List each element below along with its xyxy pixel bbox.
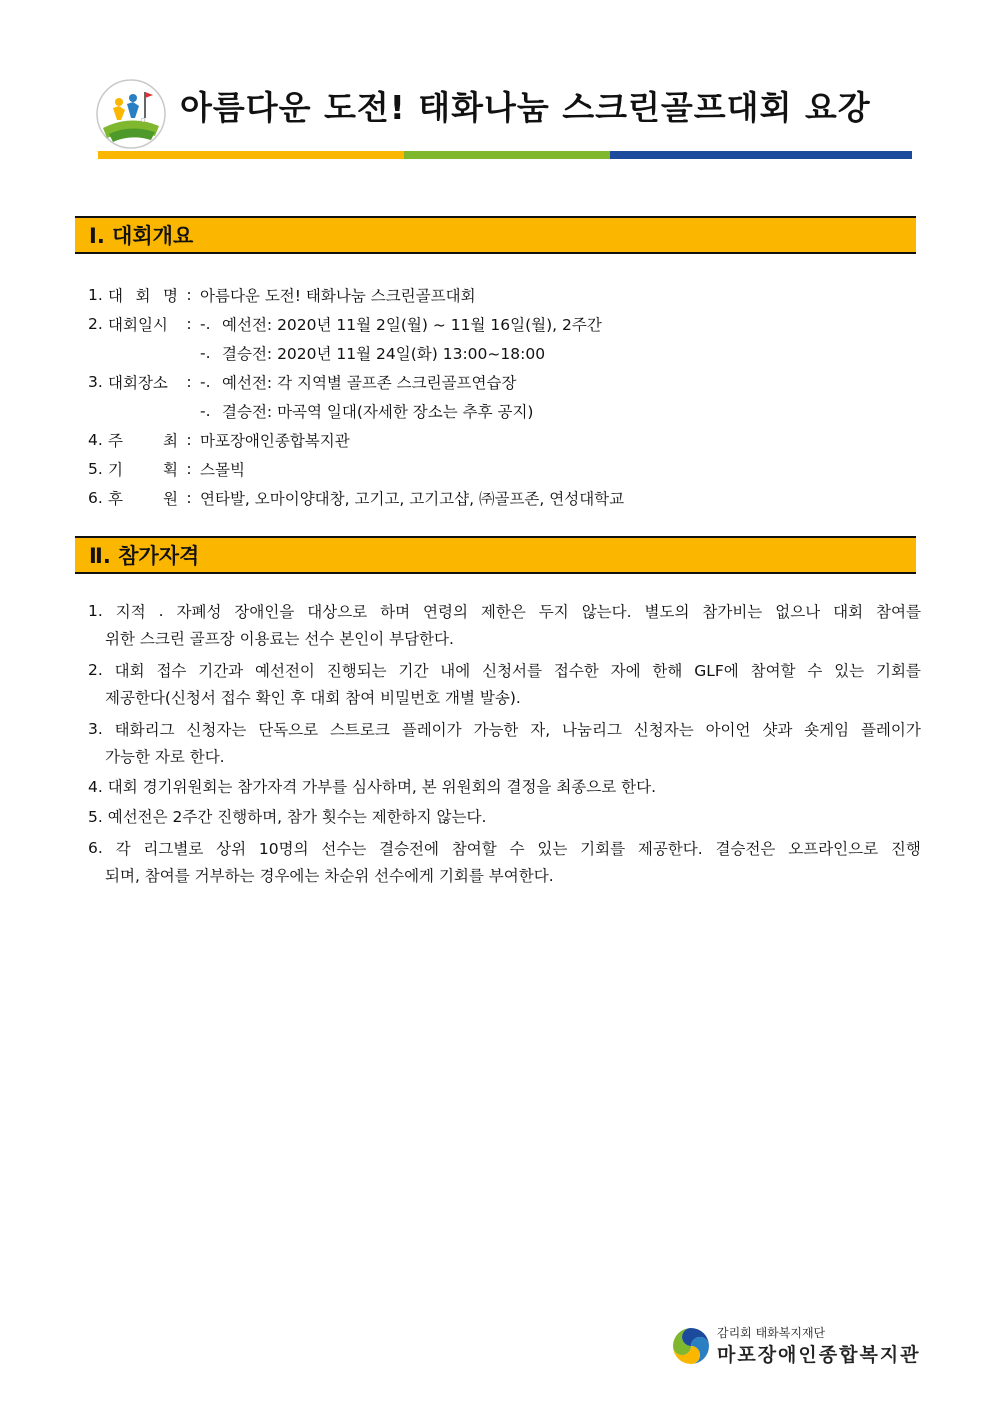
qualification-line: 위한 스크린 골프장 이용료는 선수 본인이 부담한다.	[105, 630, 454, 648]
qualification-line: 4. 대회 경기위원회는 참가자격 가부를 심사하며, 본 위원회의 결정을 최종으로 한다.	[88, 778, 657, 796]
underline-orange	[98, 151, 404, 159]
qualification-word: 기간	[398, 661, 429, 680]
overview-item-continuation	[88, 396, 918, 425]
overview-item	[88, 309, 918, 338]
item-value: 아름다운 도전! 태화나눔 스크린골프대회	[200, 286, 476, 305]
item-dash: -.	[200, 343, 211, 362]
overview-item	[88, 425, 918, 454]
foundation-logo-icon	[671, 1326, 711, 1366]
qualification-word: 각	[115, 839, 131, 858]
overview-item	[88, 454, 918, 483]
qualification-item	[88, 833, 921, 891]
qualification-word: 단독으로	[258, 720, 319, 739]
qualification-word: 신청자는	[186, 720, 247, 739]
item-label: 주 최	[108, 431, 178, 450]
item-value: 예선전: 각 지역별 골프존 스크린골프연습장	[222, 373, 517, 392]
qualification-word: 있는	[537, 839, 568, 858]
underline-blue	[610, 151, 912, 159]
qualification-line	[88, 714, 921, 743]
item-number: 3.	[88, 372, 103, 391]
qualification-word: 리그별로	[143, 839, 204, 858]
underline-green	[404, 151, 610, 159]
qualification-word: 제한은	[480, 602, 526, 621]
item-value: 마포장애인종합복지관	[200, 431, 350, 450]
qualification-word: 상위	[216, 839, 247, 858]
qualification-word: 자폐성	[176, 602, 222, 621]
footer-organization	[671, 1322, 921, 1368]
qualification-word: 연령의	[423, 602, 468, 621]
qualification-word: 자에	[610, 661, 641, 680]
qualification-line: 가능한 자로 한다.	[105, 748, 225, 766]
section-qualifications-header	[75, 536, 916, 574]
qualification-line	[88, 596, 921, 625]
qualification-word: 대회	[114, 661, 145, 680]
qualification-word: 나눔리그	[562, 720, 622, 739]
overview-item	[88, 280, 918, 309]
item-colon: :	[186, 488, 192, 507]
qualification-word: 선수는	[321, 839, 367, 858]
qualification-word: 스트로크	[329, 720, 390, 739]
qualification-word: 기간과	[198, 661, 244, 680]
qualification-word: 한해	[652, 661, 683, 680]
qualification-word: 진행	[890, 839, 921, 858]
qualification-word: 별도의	[644, 602, 690, 621]
item-colon: :	[186, 372, 192, 391]
qualification-word: 참여를	[876, 602, 921, 621]
qualification-word: 참가비는	[702, 602, 763, 621]
event-logo	[95, 78, 167, 150]
qualifications-list	[88, 596, 921, 892]
qualification-item	[88, 773, 921, 802]
qualification-word: 기회를	[580, 839, 626, 858]
section-overview-title: Ⅰ. 대회개요	[89, 224, 194, 248]
item-label: 대 회 명	[108, 286, 178, 305]
qualification-line: 되며, 참여를 거부하는 경우에는 차순위 선수에게 기회를 부여한다.	[105, 867, 554, 885]
qualification-line: 제공한다(신청서 접수 확인 후 대회 참여 비밀번호 개별 발송).	[105, 689, 521, 707]
section-overview-header	[75, 216, 916, 254]
item-label: 대회장소	[108, 373, 168, 392]
item-number: 6.	[88, 488, 103, 507]
qualification-word: 2.	[88, 660, 103, 679]
qualification-word: 하며	[380, 602, 411, 621]
item-dash: -.	[200, 372, 211, 391]
qualification-word: 내에	[440, 661, 471, 680]
qualification-word: 아이언	[705, 720, 751, 739]
item-colon: :	[186, 430, 192, 449]
item-number: 5.	[88, 459, 103, 478]
page-title: 아름다운 도전! 태화나눔 스크린골프대회 요강	[180, 88, 871, 127]
qualification-item	[88, 655, 921, 713]
qualification-word: .	[158, 601, 164, 620]
item-value: 예선전: 2020년 11월 2일(월) ~ 11월 16일(월), 2주간	[222, 315, 602, 334]
qualification-word: 플레이가	[401, 720, 462, 739]
item-value: 결승전: 2020년 11월 24일(화) 13:00~18:00	[222, 344, 546, 363]
item-value: 스몰빅	[200, 460, 245, 479]
title-underline	[98, 151, 912, 159]
qualification-word: 예선전이	[255, 661, 315, 680]
item-number: 4.	[88, 430, 103, 449]
qualification-word: 숏게임	[804, 720, 850, 739]
overview-list	[88, 280, 918, 512]
item-colon: :	[186, 285, 192, 304]
qualification-word: 참여할	[451, 839, 497, 858]
qualification-word: 않는다.	[581, 602, 632, 621]
item-label: 대회일시	[108, 315, 168, 334]
item-dash: -.	[200, 401, 211, 420]
qualification-line: 5. 예선전은 2주간 진행하며, 참가 횟수는 제한하지 않는다.	[88, 808, 487, 826]
qualification-word: GLF에	[694, 661, 739, 680]
item-label: 기 획	[108, 460, 178, 479]
item-colon: :	[186, 459, 192, 478]
qualification-word: 3.	[88, 719, 103, 738]
qualification-word: 대상으로	[307, 602, 368, 621]
qualification-word: 지적	[115, 602, 146, 621]
item-value: 결승전: 마곡역 일대(자세한 장소는 추후 공지)	[222, 402, 534, 421]
overview-item-continuation	[88, 338, 918, 367]
qualification-item	[88, 803, 921, 832]
qualification-line	[88, 833, 921, 862]
qualification-word: 자,	[530, 720, 551, 739]
qualification-word: 샷과	[762, 720, 793, 739]
qualification-word: 신청자는	[633, 720, 694, 739]
qualification-line	[88, 655, 921, 684]
qualification-word: 두지	[538, 602, 569, 621]
item-colon: :	[186, 314, 192, 333]
center-name: 마포장애인종합복지관	[717, 1344, 921, 1366]
overview-item	[88, 367, 918, 396]
qualification-word: 결승전은	[715, 839, 776, 858]
section-qualifications-title: Ⅱ. 참가자격	[89, 544, 200, 568]
foundation-name: 감리회 태화복지재단	[717, 1326, 826, 1340]
qualification-word: 1.	[88, 601, 103, 620]
overview-item	[88, 483, 918, 512]
qualification-word: 접수한	[553, 661, 599, 680]
item-label: 후 원	[108, 489, 178, 508]
qualification-word: 결승전에	[379, 839, 440, 858]
qualification-word: 신청서를	[482, 661, 542, 680]
qualification-word: 수	[509, 839, 525, 858]
qualification-word: 수	[807, 661, 823, 680]
qualification-word: 10명의	[258, 839, 309, 858]
qualification-word: 6.	[88, 838, 103, 857]
qualification-word: 태화리그	[114, 720, 175, 739]
qualification-word: 오프라인으로	[788, 839, 879, 858]
qualification-item	[88, 596, 921, 654]
qualification-word: 접수	[156, 661, 187, 680]
qualification-word: 장애인을	[234, 602, 295, 621]
qualification-word: 제공한다.	[637, 839, 703, 858]
qualification-word: 기회를	[875, 661, 921, 680]
qualification-word: 진행되는	[326, 661, 387, 680]
qualification-word: 없으나	[775, 602, 821, 621]
item-dash: -.	[200, 314, 211, 333]
qualification-word: 플레이가	[860, 720, 921, 739]
item-number: 1.	[88, 285, 103, 304]
qualification-word: 대회	[833, 602, 864, 621]
item-value: 연타발, 오마이양대창, 고기고, 고기고샵, ㈜골프존, 연성대학교	[200, 489, 625, 508]
qualification-item	[88, 714, 921, 772]
item-number: 2.	[88, 314, 103, 333]
qualification-word: 가능한	[473, 720, 519, 739]
qualification-word: 참여할	[750, 661, 796, 680]
qualification-word: 있는	[834, 661, 865, 680]
